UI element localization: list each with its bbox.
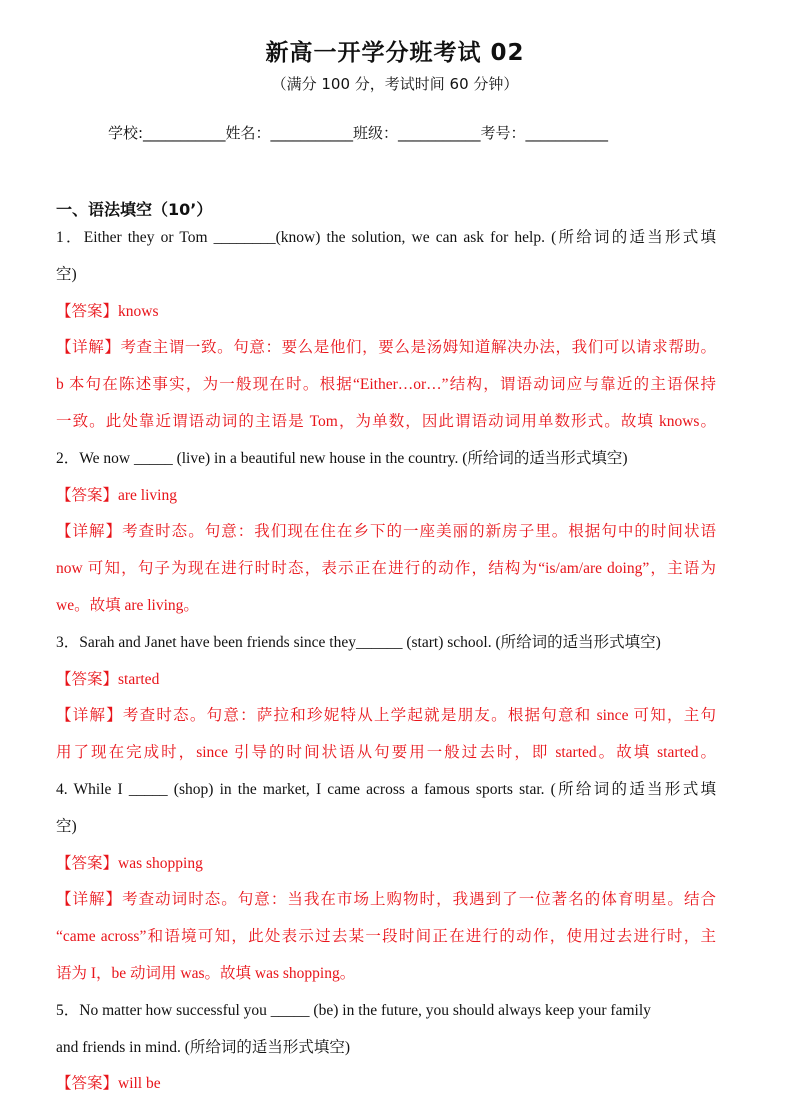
question-line: and friends in mind. (所给词的适当形式填空) (56, 1038, 351, 1056)
answer-line: 【答案】will be (56, 1075, 161, 1093)
explanation-line: b 本句在陈述事实，为一般现在时。根据“Either…or…”结构，谓语动词应与靠近的主语保持 (56, 376, 716, 394)
answer-line: 【答案】was shopping (56, 854, 203, 872)
answer-line: 【答案】are living (56, 486, 177, 504)
page-subtitle: （满分 100 分，考试时间 60 分钟） (271, 75, 519, 93)
question-line: 2．We now _____ (live) in a beautiful new house in the country. (所给词的适当形式填空) (56, 449, 628, 467)
question-line: 4. While I _____ (shop) in the market, I came across a famous sports star. (所给词的适当形式填 (56, 780, 716, 798)
question-line: 空) (56, 817, 77, 835)
question-line: 空) (56, 265, 77, 283)
answer-line: 【答案】started (56, 670, 160, 688)
explanation-line: 用了现在完成时，since 引导的时间状语从句要用一般过去时，即 started。故填 started。 (56, 744, 716, 762)
explanation-line: “came across”和语境可知，此处表示过去某一段时间正在进行的动作，使用过去进行时，主 (56, 928, 716, 946)
explanation-line: 语为 I，be 动词用 was。故填 was shopping。 (56, 964, 356, 982)
question-line: 5．No matter how successful you _____ (be) in the future, you should always keep your family (56, 1001, 651, 1019)
section-heading: 一、语法填空（10’） (56, 200, 213, 219)
explanation-line: 一致。此处靠近谓语动词的主语是 Tom，为单数，因此谓语动词用单数形式。故填 knows。 (56, 412, 716, 430)
student-info-line: 学校:___________姓名：___________班级：___________考号：___________ (108, 124, 609, 142)
page-title: 新高一开学分班考试 02 (265, 40, 525, 66)
explanation-line: 【详解】考查主谓一致。句意：要么是他们，要么是汤姆知道解决办法，我们可以请求帮助。 (56, 339, 716, 357)
explanation-line: 【详解】考查动词时态。句意：当我在市场上购物时，我遇到了一位著名的体育明星。结合 (56, 891, 716, 909)
question-line: 3．Sarah and Janet have been friends since they______ (start) school. (所给词的适当形式填空) (56, 633, 661, 651)
question-list (56, 220, 716, 1103)
explanation-line: we。故填 are living。 (56, 596, 199, 614)
question-line: 1．Either they or Tom ________(know) the solution, we can ask for help. (所给词的适当形式填 (56, 229, 716, 246)
explanation-line: 【详解】考查时态。句意：萨拉和珍妮特从上学起就是朋友。根据句意和 since 可知，主句 (56, 707, 716, 725)
answer-line: 【答案】knows (56, 302, 159, 320)
explanation-line: 【详解】考查时态。句意：我们现在住在乡下的一座美丽的新房子里。根据句中的时间状语 (56, 523, 716, 541)
explanation-line: now 可知，句子为现在进行时时态，表示正在进行的动作，结构为“is/am/are doing”，主语为 (56, 560, 716, 578)
